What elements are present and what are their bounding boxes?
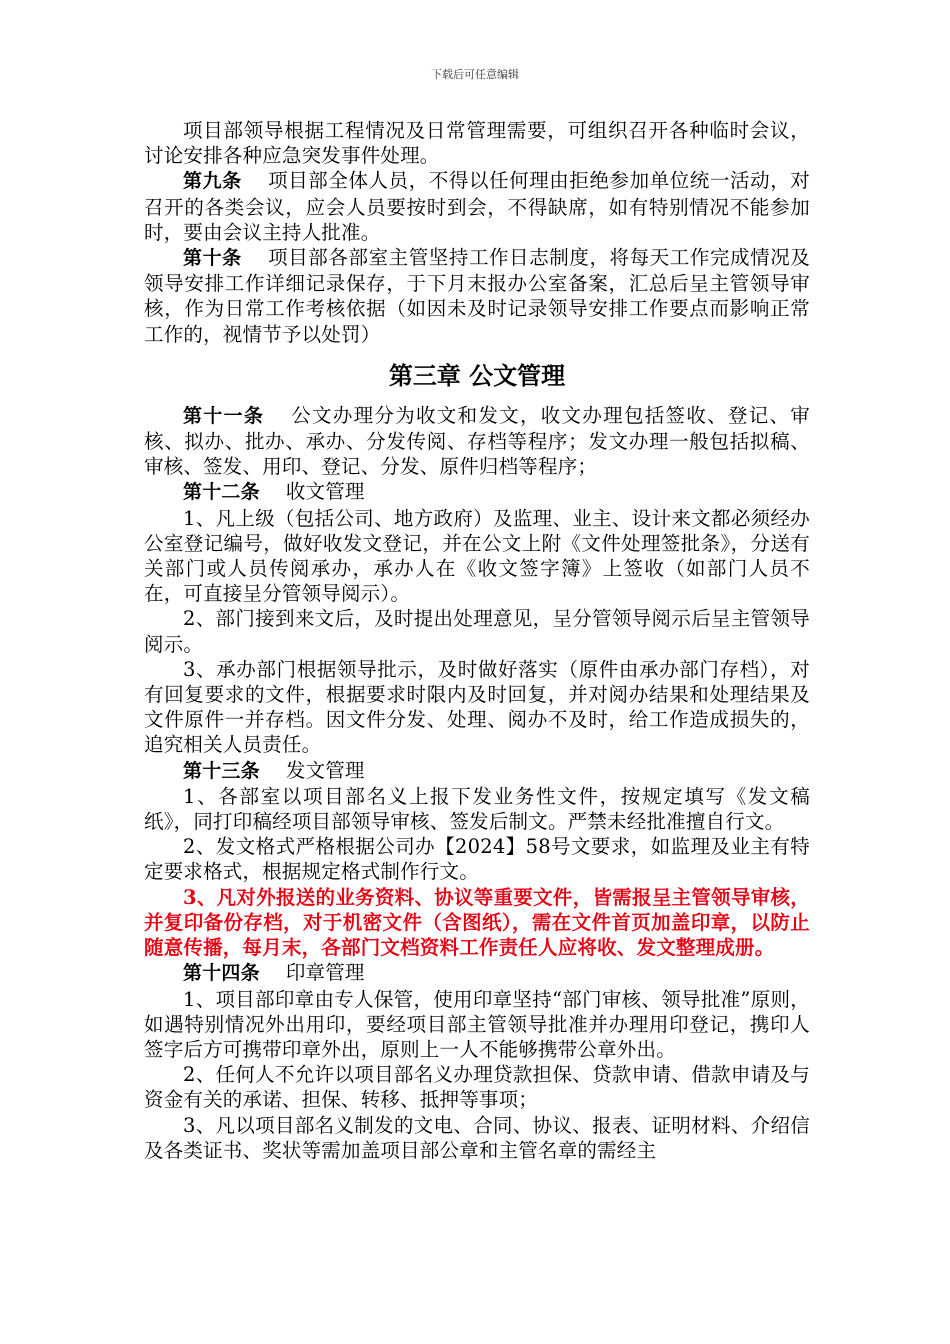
article-14 [144, 960, 810, 986]
article-9 [144, 168, 810, 245]
article-13 [144, 758, 810, 784]
article-title: 第九条 [183, 170, 242, 193]
list-item: 1、各部室以项目部名义上报下发业务性文件，按规定填写《发文稿纸》，同打印稿经项目部领导审核、签发后制文。严禁未经批准擅自行文。 [144, 784, 810, 834]
list-item: 1、项目部印章由专人保管，使用印章坚持“部门审核、领导批准”原则，如遇特别情况外出用印，要经项目部主管领导批准并办理用印登记，携印人签字后方可携带印章外出，原则上一人不能够携带公章外出。 [144, 987, 810, 1061]
document-body [144, 118, 810, 1163]
article-title: 第十一条 [183, 404, 265, 427]
article-12 [144, 479, 810, 505]
page-header: 下载后可任意编辑 [431, 68, 519, 81]
article-10 [144, 245, 810, 347]
article-text: 印章管理 [285, 961, 365, 985]
article-title: 第十三条 [183, 759, 260, 782]
article-text: 收文管理 [285, 480, 365, 504]
article-text: 项目部各部室主管坚持工作日志制度，将每天工作完成情况及领导安排工作详细记录保存，于下月末报办公室备案，汇总后呈主管领导审核，作为日常工作考核依据（如因未及时记录领导安排工作要点而影响正常工作的，视情节予以处罚） [144, 246, 810, 346]
list-item: 2、任何人不允许以项目部名义办理贷款担保、贷款申请、借款申请及与资金有关的承诺、担保、转移、抵押等事项； [144, 1063, 810, 1112]
article-11 [144, 403, 810, 480]
list-item: 2、发文格式严格根据公司办【2024】58号文要求，如监理及业主有特定要求格式，根据规定格式制作行文。 [144, 835, 810, 884]
paragraph: 项目部领导根据工程情况及日常管理需要，可组织召开各种临时会议，讨论安排各种应急突发事件处理。 [144, 119, 810, 168]
chapter-heading: 第三章 公文管理 [388, 361, 566, 390]
article-text: 公文办理分为收文和发文，收文办理包括签收、登记、审核、拟办、批办、承办、分发传阅、存档等程序；发文办理一般包括拟稿、审核、签发、用印、登记、分发、原件归档等程序； [144, 403, 810, 479]
list-item: 3、凡以项目部名义制发的文电、合同、协议、报表、证明材料、介绍信及各类证书、奖状等需加盖项目部公章和主管名章的需经主 [144, 1113, 810, 1162]
highlighted-list-item: 3、凡对外报送的业务资料、协议等重要文件，皆需报呈主管领导审核，并复印备份存档，对于机密文件（含图纸），需在文件首页加盖印章，以防止随意传播，每月末，各部门文档资料工作责任人应将收、发文整理成册。 [144, 885, 810, 960]
list-item: 3、承办部门根据领导批示，及时做好落实（原件由承办部门存档），对有回复要求的文件，根据要求时限内及时回复，并对阅办结果和处理结果及文件原件一并存档。因文件分发、处理、阅办不及时，给工作造成损失的，追究相关人员责任。 [144, 657, 810, 757]
article-title: 第十条 [183, 247, 242, 270]
list-item: 2、部门接到来文后，及时提出处理意见，呈分管领导阅示后呈主管领导阅示。 [144, 607, 810, 656]
article-text: 项目部全体人员，不得以任何理由拒绝参加单位统一活动，对召开的各类会议，应会人员要按时到会，不得缺席，如有特别情况不能参加时，要由会议主持人批准。 [144, 169, 810, 244]
article-text: 发文管理 [285, 758, 365, 782]
article-title: 第十二条 [183, 481, 260, 504]
list-item: 1、凡上级（包括公司、地方政府）及监理、业主、设计来文都必须经办公室登记编号，做好收发文登记，并在公文上附《文件处理签批条》，分送有关部门或人员传阅承办，承办人在《收文签字簿》上签收（如部门人员不在，可直接呈分管领导阅示）。 [144, 506, 810, 606]
article-title: 第十四条 [183, 962, 260, 985]
